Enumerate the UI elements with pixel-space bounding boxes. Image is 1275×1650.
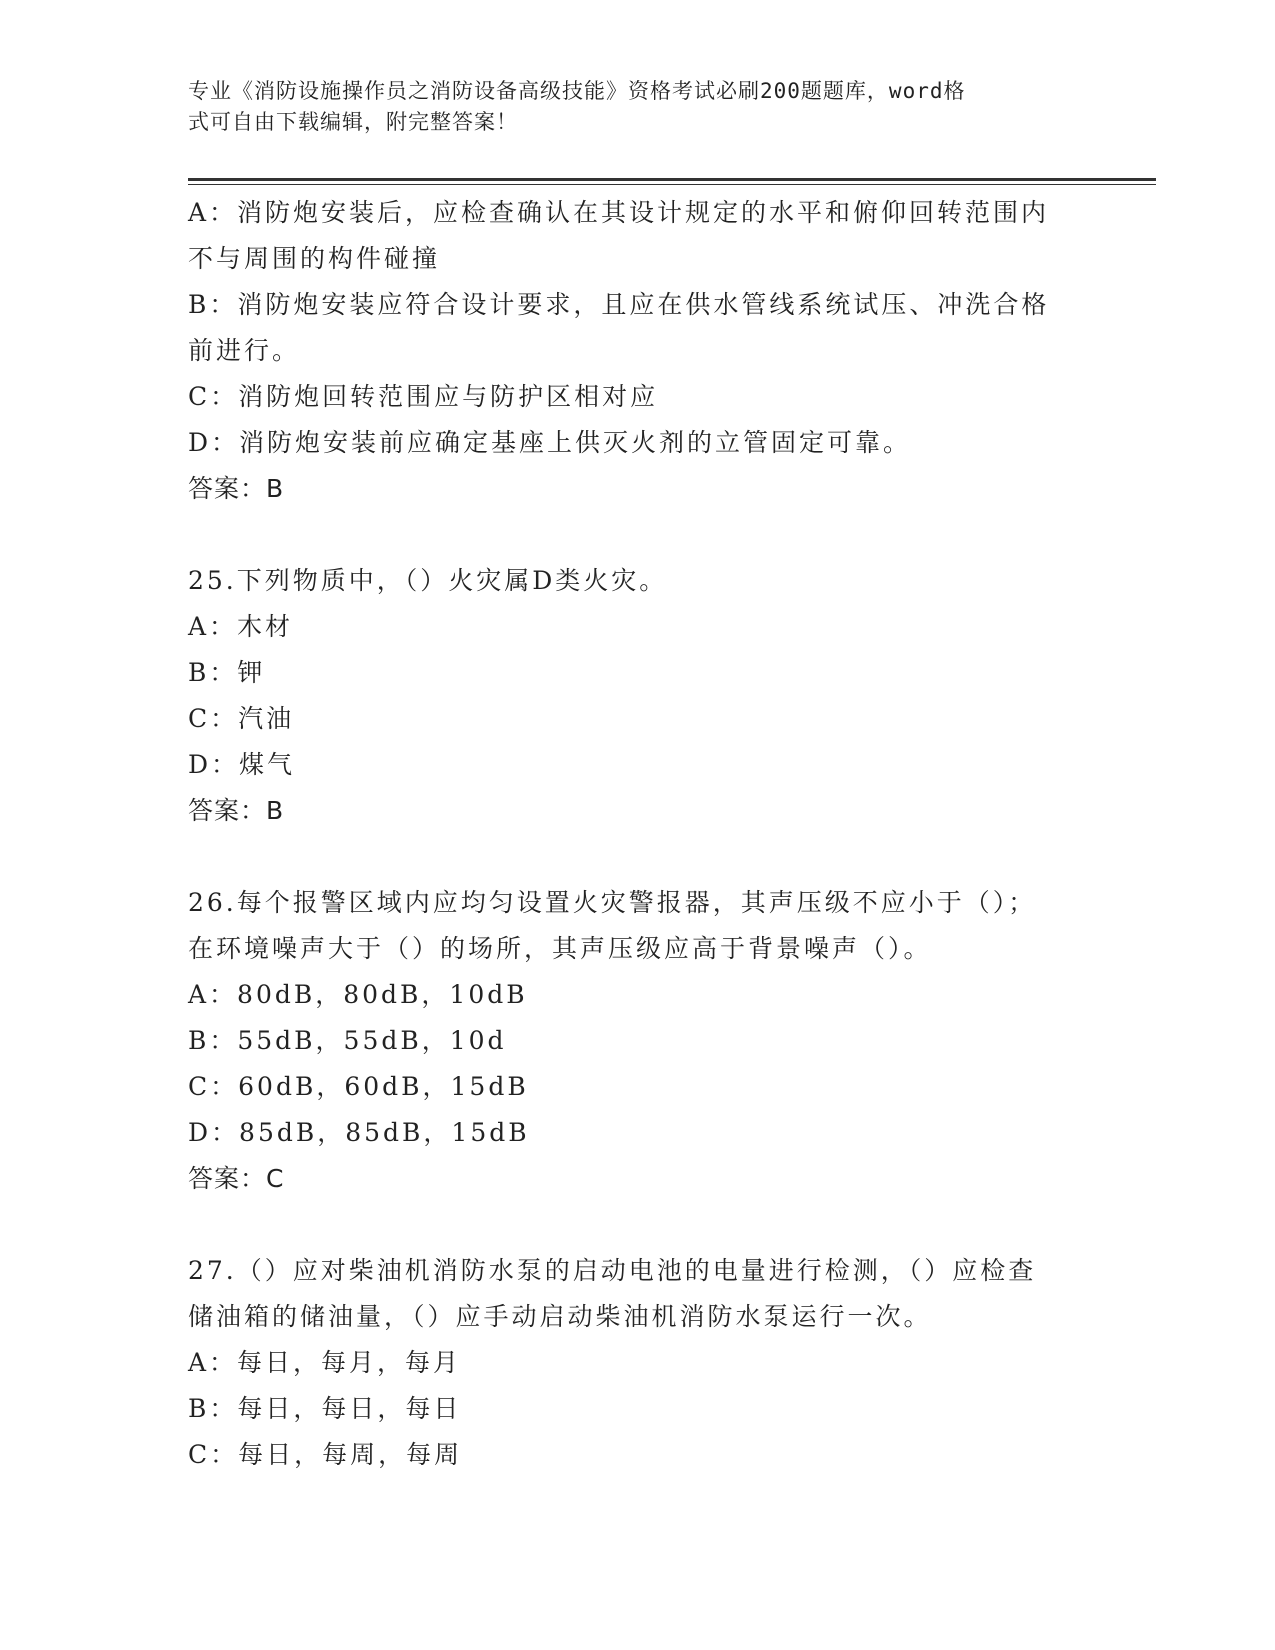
question-block-25 xyxy=(188,558,1088,834)
document-header xyxy=(188,76,1068,138)
question-text-line-1: 26.每个报警区域内应均匀设置火灾警报器，其声压级不应小于（）； xyxy=(188,888,1037,917)
option-b: B：钾 xyxy=(188,658,266,687)
question-text-line-2: 储油箱的储油量，（）应手动启动柴油机消防水泵运行一次。 xyxy=(188,1302,932,1331)
header-title-line-1: 专业《消防设施操作员之消防设备高级技能》资格考试必刷200题题库，word格 xyxy=(188,79,966,103)
option-a: A：每日，每月，每月 xyxy=(188,1348,462,1377)
header-title-line-2: 式可自由下载编辑，附完整答案！ xyxy=(188,110,518,134)
document-body xyxy=(188,190,1088,1478)
option-b: B：每日，每日，每日 xyxy=(188,1394,462,1423)
question-block-27 xyxy=(188,1248,1088,1478)
question-block-26 xyxy=(188,880,1088,1202)
question-text-line-2: 在环境噪声大于（）的场所，其声压级应高于背景噪声（）。 xyxy=(188,934,932,963)
spacer xyxy=(188,512,1088,558)
option-d: D：消防炮安装前应确定基座上供灭火剂的立管固定可靠。 xyxy=(188,428,912,457)
option-a-line-1: A：消防炮安装后，应检查确认在其设计规定的水平和俯仰回转范围内 xyxy=(188,198,1050,227)
option-b-line-1: B：消防炮安装应符合设计要求，且应在供水管线系统试压、冲洗合格 xyxy=(188,290,1050,319)
option-a: A：木材 xyxy=(188,612,294,641)
option-d: D：85dB，85dB，15dB xyxy=(188,1118,530,1147)
option-c: C：消防炮回转范围应与防护区相对应 xyxy=(188,382,659,411)
option-b: B：55dB，55dB，10d xyxy=(188,1026,507,1055)
answer: 答案：C xyxy=(188,1164,285,1193)
option-d: D：煤气 xyxy=(188,750,296,779)
header-divider-thin xyxy=(188,184,1156,185)
option-a: A：80dB，80dB，10dB xyxy=(188,980,528,1009)
option-c: C：每日，每周，每周 xyxy=(188,1440,463,1469)
question-text: 25.下列物质中，（）火灾属D类火灾。 xyxy=(188,566,668,595)
answer: 答案：B xyxy=(188,474,285,503)
question-block-previous xyxy=(188,190,1088,512)
option-c: C：60dB，60dB，15dB xyxy=(188,1072,529,1101)
spacer xyxy=(188,834,1088,880)
option-c: C：汽油 xyxy=(188,704,295,733)
question-text-line-1: 27.（）应对柴油机消防水泵的启动电池的电量进行检测，（）应检查 xyxy=(188,1256,1037,1285)
header-divider-thick xyxy=(188,178,1156,181)
option-a-line-2: 不与周围的构件碰撞 xyxy=(188,244,441,273)
spacer xyxy=(188,1202,1088,1248)
option-b-line-2: 前进行。 xyxy=(188,336,301,365)
answer: 答案：B xyxy=(188,796,285,825)
